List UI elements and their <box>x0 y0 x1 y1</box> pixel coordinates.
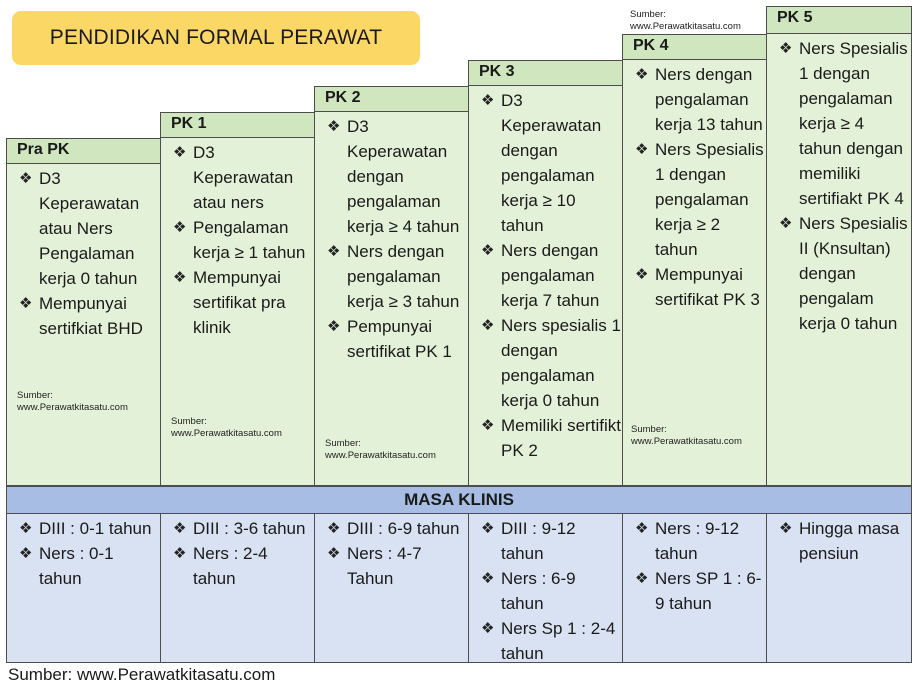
source-url: www.Perawatkitasatu.com <box>325 450 436 461</box>
stage-header-pk1: PK 1 <box>160 112 316 138</box>
masa-item: ❖ DIII : 9-12 tahun <box>479 516 619 566</box>
stage-body-pk2 <box>314 112 470 486</box>
source-url: www.Perawatkitasatu.com <box>631 436 742 447</box>
stage-header-pra-pk: Pra PK <box>6 138 162 164</box>
stage-item: ❖ Mempunyai sertifkiat BHD <box>17 291 159 341</box>
stage-items-pra-pk <box>17 166 159 341</box>
stage-item: ❖ D3 Keperawatan dengan pengalaman kerja ≥ 4 tahun <box>325 114 467 239</box>
masa-klinis-header: MASA KLINIS <box>6 486 912 514</box>
masa-cell-pk1 <box>160 514 316 663</box>
stage-header-pk5: PK 5 <box>766 6 912 34</box>
top-source-note <box>630 9 741 33</box>
stage-item: ❖ Memiliki sertifikt PK 2 <box>479 413 621 463</box>
stage-items-pk1 <box>171 140 313 340</box>
stage-header-pk3: PK 3 <box>468 60 624 86</box>
masa-item: ❖ DIII : 0-1 tahun <box>17 516 157 541</box>
stage-item: ❖ Ners spesialis 1 dengan pengalaman kerja 0 tahun <box>479 313 621 413</box>
stage-header-pk2: PK 2 <box>314 86 470 112</box>
stage-items-pk2 <box>325 114 467 364</box>
source-url: www.Perawatkitasatu.com <box>17 402 128 413</box>
masa-item: ❖ Ners Sp 1 : 2-4 tahun <box>479 616 619 666</box>
stage-item: ❖ Pengalaman kerja ≥ 1 tahun <box>171 215 313 265</box>
page-title: PENDIDIKAN FORMAL PERAWAT <box>12 11 420 65</box>
masa-item: ❖ Ners : 9-12 tahun <box>633 516 763 566</box>
source-label: Sumber: <box>630 9 666 20</box>
stage-item: ❖ Pempunyai sertifikat PK 1 <box>325 314 467 364</box>
footer-source: Sumber: www.Perawatkitasatu.com <box>8 665 276 684</box>
masa-cell-pk4 <box>622 514 768 663</box>
masa-item: ❖ Ners : 2-4 tahun <box>171 541 311 591</box>
stage-body-pk5 <box>766 34 912 486</box>
masa-cell-pra-pk <box>6 514 162 663</box>
masa-cell-pk5 <box>766 514 912 663</box>
stage-body-pk3 <box>468 86 624 486</box>
stage-item: ❖ Ners dengan pengalaman kerja ≥ 3 tahun <box>325 239 467 314</box>
stage-header-pk4: PK 4 <box>622 34 768 60</box>
masa-cell-pk2 <box>314 514 470 663</box>
source-url: www.Perawatkitasatu.com <box>171 428 282 439</box>
source-url: www.Perawatkitasatu.com <box>630 21 741 32</box>
stage-body-pk4 <box>622 60 768 486</box>
stage-item: ❖ Mempunyai sertifikat PK 3 <box>633 262 765 312</box>
source-label: Sumber: <box>171 416 207 427</box>
masa-item: ❖ Ners : 6-9 tahun <box>479 566 619 616</box>
masa-item: ❖ DIII : 6-9 tahun <box>325 516 465 541</box>
stage-items-pk5 <box>777 36 909 336</box>
stage-item: ❖ Ners Spesialis 1 dengan pengalaman kerja ≥ 4 tahun dengan memiliki sertifiakt PK 4 <box>777 36 909 211</box>
stage-item: ❖ D3 Keperawatan dengan pengalaman kerja ≥ 10 tahun <box>479 88 621 238</box>
stage-item: ❖ Ners Spesialis 1 dengan pengalaman kerja ≥ 2 tahun <box>633 137 765 262</box>
source-label: Sumber: <box>325 438 361 449</box>
stage-item: ❖ Mempunyai sertifikat pra klinik <box>171 265 313 340</box>
source-label: Sumber: <box>17 390 53 401</box>
stage-item: ❖ Ners dengan pengalaman kerja 13 tahun <box>633 62 765 137</box>
masa-item: ❖ DIII : 3-6 tahun <box>171 516 311 541</box>
stage-items-pk3 <box>479 88 621 463</box>
masa-item: ❖ Ners : 0-1 tahun <box>17 541 157 591</box>
stage-item: ❖ D3 Keperawatan atau ners <box>171 140 313 215</box>
stage-body-pra-pk <box>6 164 162 486</box>
stage-body-pk1 <box>160 138 316 486</box>
stage-items-pk4 <box>633 62 765 312</box>
stage-item: ❖ Ners Spesialis II (Knsultan) dengan pengalam kerja 0 tahun <box>777 211 909 336</box>
stage-item: ❖ D3 Keperawatan atau Ners Pengalaman kerja 0 tahun <box>17 166 159 291</box>
stage-item: ❖ Ners dengan pengalaman kerja 7 tahun <box>479 238 621 313</box>
masa-item: ❖ Ners SP 1 : 6-9 tahun <box>633 566 763 616</box>
source-note <box>171 416 282 440</box>
source-label: Sumber: <box>631 424 667 435</box>
source-note <box>17 390 128 414</box>
masa-item: ❖ Ners : 4-7 Tahun <box>325 541 465 591</box>
source-note <box>325 438 436 462</box>
source-note <box>631 424 742 448</box>
masa-item: ❖ Hingga masa pensiun <box>777 516 907 566</box>
masa-cell-pk3 <box>468 514 624 663</box>
